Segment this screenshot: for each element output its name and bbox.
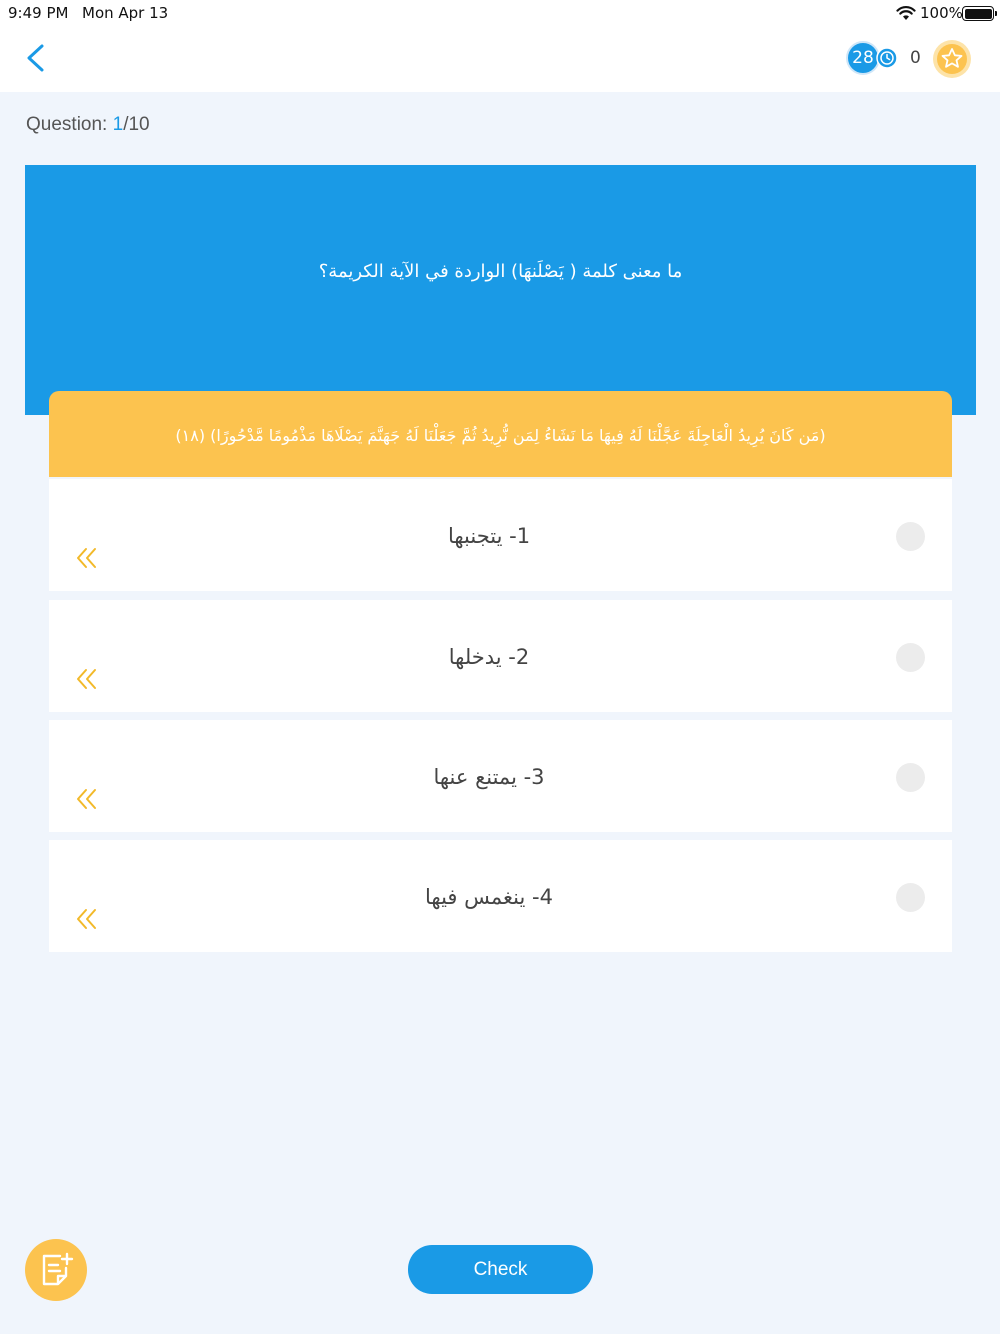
question-separator: / [123,114,129,135]
note-add-icon [36,1250,76,1290]
option-3[interactable] [49,720,952,832]
option-radio[interactable] [896,883,925,912]
option-radio[interactable] [896,643,925,672]
back-button[interactable] [18,40,54,76]
verse-text: (مَن كَانَ يُرِيدُ الْعَاجِلَةَ عَجَّلْنَا لَهُ فِيهَا مَا نَشَاءُ لِمَن نُّرِيدُ ثُمَّ جَعَلْنَا لَهُ جَهَنَّمَ يَصْلَاهَا مَذْمُومًا مَّدْحُورًا) (١٨) [175,426,826,445]
notes-button[interactable] [25,1239,87,1301]
verse-box [49,391,952,477]
option-label: 1- يتجنبها [447,524,531,548]
score-value: 0 [910,48,921,68]
question-total: 10 [128,114,150,135]
option-radio[interactable] [896,522,925,551]
nav-bar [0,26,1000,92]
option-label: 3- يمتنع عنها [433,765,545,789]
question-text: ما معنى كلمة ( يَصْلَنهَا) الواردة في الآية الكريمة؟ [318,261,683,282]
timer-value: 28 [846,41,880,75]
question-banner [25,165,976,415]
option-2[interactable] [49,600,952,712]
status-time: 9:49 PM [8,4,69,22]
option-label: 2- يدخلها [448,645,530,669]
question-counter [26,114,150,136]
chevron-left-icon [18,40,54,76]
status-bar [0,0,1000,26]
status-date: Mon Apr 13 [82,4,169,22]
star-coin-icon [932,39,972,79]
double-chevron-left-icon [73,544,101,572]
battery-percent: 100% [920,4,963,22]
check-button[interactable]: Check [408,1245,593,1294]
option-radio[interactable] [896,763,925,792]
option-label: 4- ينغمس فيها [425,885,553,909]
double-chevron-left-icon [73,665,101,693]
question-current: 1 [112,114,124,135]
option-4[interactable] [49,840,952,952]
battery-icon [962,6,994,21]
option-1[interactable] [49,479,952,591]
clock-icon [876,47,898,69]
double-chevron-left-icon [73,905,101,933]
question-counter-label: Question: [26,114,108,135]
wifi-icon [896,5,916,25]
double-chevron-left-icon [73,785,101,813]
timer-badge [846,41,898,75]
